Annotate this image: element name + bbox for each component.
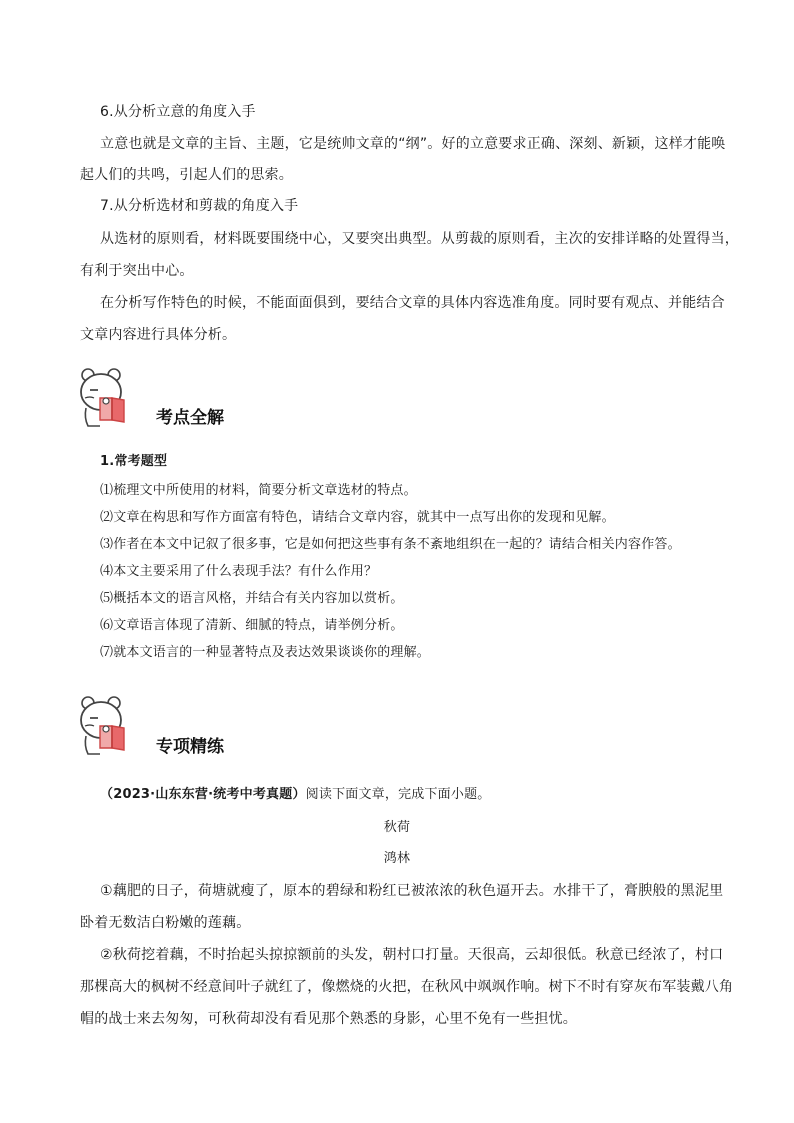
paragraph-7-line1: 从选材的原则看，材料既要围绕中心，又要突出典型。从剪裁的原则看，主次的安排详略的处置得当，: [100, 231, 739, 247]
section-title-key-points: 考点全解: [156, 408, 224, 428]
section-title-practice: 专项精练: [156, 737, 224, 757]
heading-6: 6.从分析立意的角度入手: [100, 104, 256, 120]
paragraph-8-line1: 在分析写作特色的时候，不能面面俱到，要结合文章的具体内容选准角度。同时要有观点、并能结合: [100, 295, 725, 311]
subtitle-common-questions: 1.常考题型: [100, 454, 168, 469]
paragraph-8-line2: 文章内容进行具体分析。: [80, 327, 237, 343]
article-para2-line3: 帽的战士来去匆匆，可秋荷却没有看见那个熟悉的身影，心里不免有一些担忧。: [80, 1011, 577, 1027]
paragraph-7-line2: 有利于突出中心。: [80, 263, 194, 279]
bear-reading-icon: [76, 368, 148, 428]
question-item-1: ⑴梳理文中所使用的材料，简要分析文章选材的特点。: [100, 483, 417, 498]
question-item-4: ⑷本文主要采用了什么表现手法？有什么作用？: [100, 564, 378, 579]
question-item-6: ⑹文章语言体现了清新、细腻的特点，请举例分析。: [100, 618, 404, 633]
question-item-3: ⑶作者在本文中记叙了很多事，它是如何把这些事有条不紊地组织在一起的？请结合相关内容作答。: [100, 537, 681, 552]
article-para2-line1: ②秋荷挖着藕，不时抬起头掠掠额前的头发，朝村口打量。天很高，云却很低。秋意已经浓了，村口: [100, 947, 724, 963]
article-para2-line2: 那棵高大的枫树不经意间叶子就红了，像燃烧的火把，在秋风中飒飒作响。树下不时有穿灰布军装戴八角: [80, 979, 734, 995]
article-author: 鸿林: [383, 851, 411, 866]
instruction: 阅读下面文章，完成下面小题。: [305, 787, 491, 802]
paragraph-6-line1: 立意也就是文章的主旨、主题，它是统帅文章的“纲”。好的立意要求正确、深刻、新颖，这样才能唤: [100, 136, 726, 152]
question-item-7: ⑺就本文语言的一种显著特点及表达效果谈谈你的理解。: [100, 645, 431, 660]
bear-reading-icon: [76, 696, 148, 756]
exam-source: （2023·山东东营·统考中考真题）: [100, 787, 306, 802]
question-item-2: ⑵文章在构思和写作方面富有特色，请结合文章内容，就其中一点写出你的发现和见解。: [100, 510, 615, 525]
article-para1-line1: ①藕肥的日子，荷塘就瘦了，原本的碧绿和粉红已被浓浓的秋色逼开去。水排干了，膏腴般的黑泥里: [100, 883, 724, 899]
article-title: 秋荷: [383, 820, 411, 835]
heading-7: 7.从分析选材和剪裁的角度入手: [100, 198, 299, 214]
article-para1-line2: 卧着无数洁白粉嫩的莲藕。: [80, 915, 251, 931]
source-line: [100, 785, 490, 805]
question-item-5: ⑸概括本文的语言风格，并结合有关内容加以赏析。: [100, 591, 404, 606]
paragraph-6-line2: 起人们的共鸣，引起人们的思索。: [80, 167, 293, 183]
